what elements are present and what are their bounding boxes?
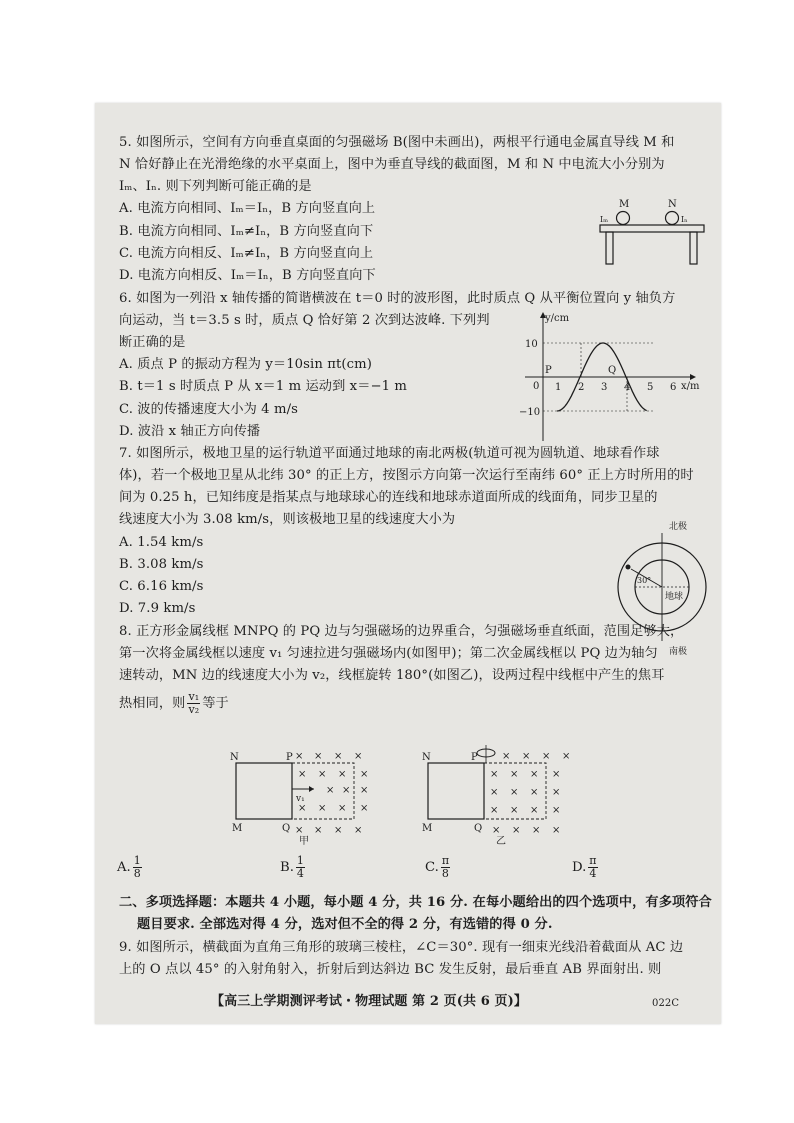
svg-text:×: × <box>314 825 323 836</box>
q6-point-p: P <box>545 365 552 376</box>
svg-text:×: × <box>318 769 327 780</box>
q8-line-3: 速转动，MN 边的线速度大小为 v₂，线框旋转 180°(如图乙)，设两过程中线框中产生的焦耳 <box>119 668 665 683</box>
q6-x-tick-3: 3 <box>601 382 608 393</box>
svg-text:×: × <box>295 751 304 762</box>
svg-text:×: × <box>314 751 323 762</box>
q9-line-2: 上的 O 点以 45° 的入射角射入，折射后到达斜边 BC 发生反射，最后垂直 AB 界面射出. 则 <box>119 962 662 977</box>
svg-text:×: × <box>552 787 561 798</box>
svg-text:×: × <box>354 825 363 836</box>
q7-label-south: 南极 <box>669 647 688 657</box>
svg-text:×: × <box>530 805 539 816</box>
q8-jia-p: P <box>286 752 293 763</box>
svg-text:×: × <box>492 825 501 836</box>
q6-option-d: D. 波沿 x 轴正方向传播 <box>119 424 261 439</box>
section2-heading-line-2: 题目要求. 全部选对得 4 分，选对但不全的得 2 分，有选错的得 0 分. <box>137 917 553 932</box>
svg-text:×: × <box>326 785 335 796</box>
svg-text:×: × <box>334 825 343 836</box>
q7-label-earth: 地球 <box>665 592 684 602</box>
q7-option-d: D. 7.9 km/s <box>119 601 196 616</box>
q8-jia-m: M <box>232 823 243 834</box>
q8-figures <box>230 741 590 853</box>
q5-option-b: B. 电流方向相同、Iₘ≠Iₙ，B 方向竖直向下 <box>119 224 374 239</box>
q8-jia-q: Q <box>282 823 291 834</box>
q6-line-2: 向运动，当 t＝3.5 s 时，质点 Q 恰好第 2 次到达波峰. 下列判 <box>119 313 490 328</box>
q8-line-1: 8. 正方形金属线框 MNPQ 的 PQ 边与匀强磁场的边界重合，匀强磁场垂直纸面，范围足够大， <box>119 624 684 639</box>
svg-text:×: × <box>552 825 561 836</box>
q8-figure-jia <box>230 751 368 847</box>
q8-jia-n: N <box>230 752 239 763</box>
q6-x-tick-4: 4 <box>624 382 631 393</box>
q6-point-q: Q <box>608 365 617 376</box>
q8-yi-m: M <box>422 823 433 834</box>
q8-option-a: A. $\frac{1}{8}$ <box>117 854 141 880</box>
q8-line-4-text: 热相同，则 <box>119 696 186 711</box>
q7-line-3: 间为 0.25 h，已知纬度是指某点与地球球心的连线和地球赤道面所成的线面角，同步卫星的 <box>119 490 658 505</box>
q7-line-4: 线速度大小为 3.08 km/s，则该极地卫星的线速度大小为 <box>119 512 456 527</box>
q7-label-north: 北极 <box>669 522 688 532</box>
svg-text:×: × <box>295 825 304 836</box>
section2-heading-line-1: 二、多项选择题：本题共 4 小题，每小题 4 分，共 16 分. 在每小题给出的四个选项中，有多项符合 <box>119 895 712 910</box>
q5-label-im: Iₘ <box>600 215 609 224</box>
q8-line-2: 第一次将金属线框以速度 v₁ 匀速拉进匀强磁场内(如图甲)；第二次金属线框以 PQ 边为轴匀 <box>119 646 658 661</box>
svg-text:×: × <box>338 803 347 814</box>
svg-text:×: × <box>510 805 519 816</box>
q5-option-c: C. 电流方向相反、Iₘ≠Iₙ，B 方向竖直向上 <box>119 246 374 261</box>
q8-yi-q: Q <box>474 823 483 834</box>
q6-option-b: B. t＝1 s 时质点 P 从 x＝1 m 运动到 x＝−1 m <box>119 379 408 394</box>
svg-text:×: × <box>338 769 347 780</box>
q8-line-4-tail: 等于 <box>202 696 229 711</box>
footer-text: 【高三上学期测评考试・物理试题 第 2 页(共 6 页)】 <box>211 994 527 1009</box>
svg-text:×: × <box>502 751 511 762</box>
q8-ratio-num: v₁ <box>188 690 200 703</box>
q6-y-tick-10: 10 <box>525 339 538 350</box>
q6-x-tick-5: 5 <box>647 382 654 393</box>
q8-option-c: C. $\frac{\pi}{8}$ <box>425 854 450 880</box>
q6-option-a: A. 质点 P 的振动方程为 y＝10sin πt(cm) <box>119 357 372 372</box>
q7-line-1: 7. 如图所示，极地卫星的运行轨道平面通过地球的南北两极(轨道可视为圆轨道、地球看作球 <box>119 446 660 461</box>
q5-label-n: N <box>668 199 677 210</box>
svg-text:×: × <box>530 769 539 780</box>
svg-text:×: × <box>552 769 561 780</box>
q7-line-2: 体)，若一个极地卫星从北纬 30° 的正上方，按图示方向第一次运行至南纬 60° 正上方时所用的时 <box>119 468 694 483</box>
q8-yi-crosses <box>490 751 570 836</box>
svg-text:×: × <box>522 751 531 762</box>
q5-line-2: N 恰好静止在光滑绝缘的水平桌面上，图中为垂直导线的截面图，M 和 N 中电流大小分别为 <box>119 157 665 172</box>
q7-option-b: B. 3.08 km/s <box>119 557 204 572</box>
q6-x-axis-label: x/m <box>681 381 700 392</box>
q6-wave-graph <box>505 309 705 445</box>
q8-jia-caption: 甲 <box>299 836 309 847</box>
svg-text:×: × <box>530 787 539 798</box>
svg-text:×: × <box>512 825 521 836</box>
q7-option-c: C. 6.16 km/s <box>119 579 204 594</box>
q7-label-30deg: 30° <box>637 576 652 585</box>
q5-table-figure <box>590 197 710 267</box>
q6-y-tick-0: 0 <box>533 381 540 392</box>
q5-label-in: Iₙ <box>681 215 688 224</box>
q5-option-a: A. 电流方向相同、Iₘ＝Iₙ，B 方向竖直向上 <box>119 201 376 216</box>
svg-text:×: × <box>510 769 519 780</box>
q8-yi-n: N <box>422 752 431 763</box>
exam-page <box>95 103 721 1024</box>
q6-x-tick-6: 6 <box>670 382 677 393</box>
q6-line-1: 6. 如图为一列沿 x 轴传播的简谐横波在 t＝0 时的波形图，此时质点 Q 从平衡位置向 y 轴负方 <box>119 291 676 306</box>
q6-y-axis-label: y/cm <box>545 313 570 324</box>
q5-line-1: 5. 如图所示，空间有方向垂直桌面的匀强磁场 B(图中未画出)，两根平行通电金属直导线 M 和 <box>119 135 675 150</box>
svg-text:×: × <box>354 751 363 762</box>
svg-text:×: × <box>562 751 571 762</box>
q8-jia-crosses <box>295 751 368 836</box>
q6-y-tick-neg10: −10 <box>519 407 541 418</box>
q8-option-b: B. $\frac{1}{4}$ <box>280 854 304 880</box>
q8-jia-v1: v₁ <box>296 794 305 804</box>
q5-label-m: M <box>619 199 630 210</box>
footer-code: 022C <box>652 998 680 1009</box>
q6-option-c: C. 波的传播速度大小为 4 m/s <box>119 402 298 417</box>
svg-text:×: × <box>490 769 499 780</box>
svg-text:×: × <box>318 803 327 814</box>
svg-text:×: × <box>510 787 519 798</box>
q8-line-4 <box>119 691 229 716</box>
q8-ratio-fraction <box>187 691 200 716</box>
svg-text:×: × <box>532 825 541 836</box>
q8-yi-caption: 乙 <box>496 836 506 847</box>
svg-text:×: × <box>360 803 369 814</box>
svg-text:×: × <box>360 769 369 780</box>
q6-x-tick-2: 2 <box>578 382 585 393</box>
q9-line-1: 9. 如图所示，横截面为直角三角形的玻璃三棱柱，∠C＝30°. 现有一细束光线沿着截面从 AC 边 <box>119 940 684 955</box>
svg-text:×: × <box>542 751 551 762</box>
q8-figure-yi <box>422 745 570 847</box>
svg-text:×: × <box>298 803 307 814</box>
q8-yi-p: P <box>471 752 478 763</box>
svg-text:×: × <box>298 769 307 780</box>
svg-text:×: × <box>342 785 351 796</box>
q6-line-3: 断正确的是 <box>119 335 186 350</box>
svg-text:×: × <box>490 787 499 798</box>
svg-text:×: × <box>552 805 561 816</box>
q6-x-tick-1: 1 <box>555 382 562 393</box>
svg-text:×: × <box>334 751 343 762</box>
q5-line-3: Iₘ、Iₙ. 则下列判断可能正确的是 <box>119 179 312 194</box>
q7-option-a: A. 1.54 km/s <box>119 535 204 550</box>
svg-text:×: × <box>360 785 369 796</box>
q5-option-d: D. 电流方向相反、Iₘ＝Iₙ，B 方向竖直向下 <box>119 268 376 283</box>
q8-ratio-den: v₂ <box>188 703 200 716</box>
q8-option-d: D. $\frac{\pi}{4}$ <box>572 854 597 880</box>
svg-text:×: × <box>490 805 499 816</box>
